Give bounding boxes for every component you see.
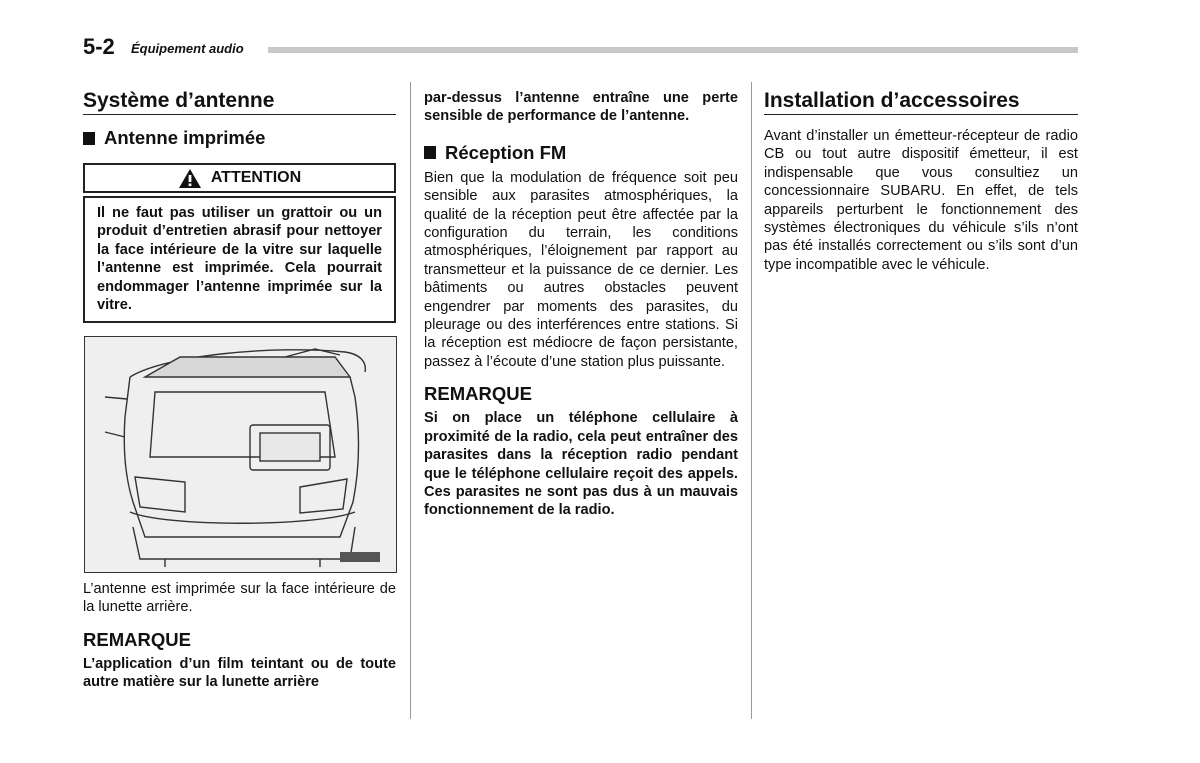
bullet-square-icon [424,146,436,159]
column-2 [424,89,738,520]
column-1 [83,89,396,323]
bullet-square-icon [83,132,95,145]
column-1-lower [83,580,396,692]
fm-reception-label: Réception FM [445,141,567,163]
attention-label: ATTENTION [210,169,302,186]
warning-triangle-icon [178,168,202,189]
column-3 [764,89,1078,274]
header-rule [268,47,1078,53]
remark-title-1: REMARQUE [83,628,191,650]
accessories-body: Avant d’installer un émetteur-récepteur de radio CB ou tout autre dispositif émetteur, il est indispensable que vous consultiez un concessionnaire SUBARU. En effet, de tels appareils perturbent le fonctionnement des systèmes électroniques du véhicule s’ils n’ont pas été installés correctement ou s’ils sont d’un type incompatible avec le véhicule. [764,128,1078,273]
attention-text: Il ne faut pas utiliser un grattoir ou un produit d’entretien abrasif pour nettoyer la face intérieure de la vitre sur laquelle l’antenne est imprimée. Cela pourrait endommager l’antenne imprimée sur la vitre. [83,196,396,323]
printed-antenna-label: Antenne imprimée [104,127,266,148]
remark-text-1: L’application d’un film teintant ou de toute autre matière sur la lunette arrière [83,655,396,691]
column-divider-1 [410,82,411,719]
antenna-system-heading: Système d’antenne [83,89,275,112]
column-divider-2 [751,82,752,719]
antenna-heading-wrap [83,89,396,115]
accessories-heading-wrap [764,89,1078,115]
remark-text-2: Si on place un téléphone cellulaire à proximité de la radio, cela peut entraîner des parasites dans la réception radio pendant que le téléphone cellulaire reçoit des appels. Ces parasites ne sont pas dus à un mauvais fonctionnement de la radio. [424,410,738,519]
printed-antenna-subheading [83,127,396,149]
rear-window-illustration [84,336,397,573]
remark-title-2: REMARQUE [424,383,532,405]
illustration-caption: L’antenne est imprimée sur la face intérieure de la lunette arrière. [83,581,396,616]
continued-remark-text: par-dessus l’antenne entraîne une perte sensible de performance de l’antenne. [424,90,738,125]
section-title: Équipement audio [131,41,244,56]
attention-header [83,163,396,193]
car-rear-drawing [85,337,396,572]
accessories-heading: Installation d’accessoires [764,89,1020,112]
page-number: 5-2 [83,34,115,59]
fm-reception-body: Bien que la modulation de fréquence soit peu sensible aux parasites atmosphériques, la qualité de la réception peut être affectée par la configuration du terrain, les conditions atmosphériques, l’éloignement par rapport au transmetteur et la puissance de ce dernier. Les bâtiments ou autres obstacles peuvent engendrer par moments des parasites, du pleurage ou des interférences entre stations. Si la réception est médiocre de façon persistante, passez à l’écoute d’une station plus puissante. [424,169,738,370]
attention-box [83,163,396,323]
fm-reception-subheading [424,142,738,164]
